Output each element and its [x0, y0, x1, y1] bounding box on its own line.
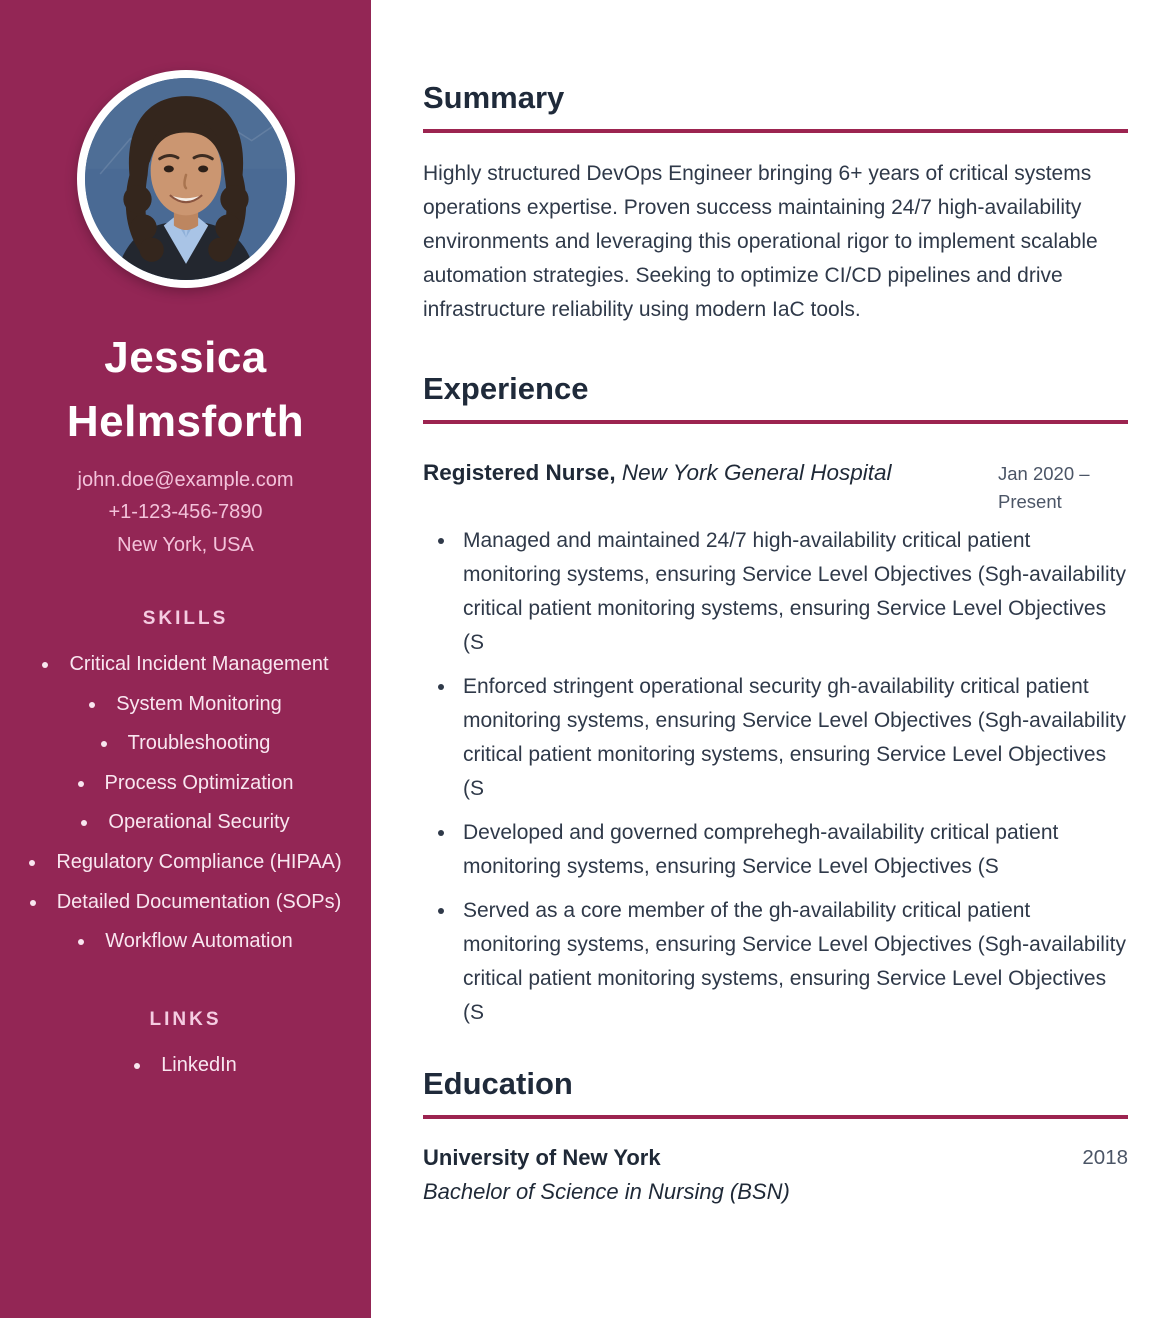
- skill-item: • System Monitoring: [24, 688, 347, 722]
- skill-item: • Troubleshooting: [24, 727, 347, 761]
- job-bullet: • Served as a core member of the gh-availability critical patient monitoring systems, ensuring Service Level Objectives (Sgh-availability critical patient monitoring systems, ensuring Service Level Objectives (S: [457, 894, 1128, 1030]
- contact-phone: +1-123-456-7890: [108, 501, 263, 524]
- contact-location: New York, USA: [117, 534, 254, 557]
- skill-item: • Process Optimization: [24, 767, 347, 801]
- job-entry: [423, 452, 1128, 1030]
- summary-heading: Summary: [423, 80, 1128, 133]
- education-entry: [423, 1141, 1128, 1209]
- education-heading: Education: [423, 1066, 1128, 1119]
- education-school: University of New York: [423, 1145, 661, 1170]
- education-degree: Bachelor of Science in Nursing (BSN): [423, 1179, 790, 1204]
- job-dates: Jan 2020 – Present: [998, 463, 1090, 512]
- links-heading: LINKS: [149, 1008, 222, 1030]
- job-header: [423, 452, 1128, 516]
- skill-item: • Detailed Documentation (SOPs): [24, 886, 347, 920]
- skills-heading: SKILLS: [142, 607, 229, 629]
- candidate-name: Jessica Helmsforth: [66, 333, 305, 446]
- sidebar: [0, 0, 371, 1318]
- experience-heading: Experience: [423, 371, 1128, 424]
- skill-item: • Operational Security: [24, 806, 347, 840]
- skill-item: • Critical Incident Management: [24, 648, 347, 682]
- job-bullet-list: [423, 524, 1128, 1030]
- profile-photo-illustration: [85, 78, 287, 280]
- summary-section: [423, 80, 1128, 327]
- link-item-linkedin[interactable]: • LinkedIn: [24, 1049, 347, 1083]
- summary-text: Highly structured DevOps Engineer bringing 6+ years of critical systems operations expertise. Proven success maintaining 24/7 high-availability environments and leveraging this operational rigor to implement scalable automation strategies. Seeking to optimize CI/CD pipelines and drive infrastructure reliability using modern IaC tools.: [423, 162, 1098, 321]
- main-content: [371, 0, 1168, 1318]
- job-bullet: • Managed and maintained 24/7 high-availability critical patient monitoring systems, ensuring Service Level Objectives (Sgh-availability critical patient monitoring systems, ensuring Service Level Objectives (S: [457, 524, 1128, 660]
- contact-info: [24, 464, 347, 562]
- experience-section: [423, 371, 1128, 1030]
- skill-item: • Workflow Automation: [24, 925, 347, 959]
- profile-photo: [77, 70, 295, 288]
- job-title: [423, 452, 892, 494]
- job-company: New York General Hospital: [621, 460, 892, 485]
- skill-item: • Regulatory Compliance (HIPAA): [24, 846, 347, 880]
- job-bullet: • Enforced stringent operational security gh-availability critical patient monitoring systems, ensuring Service Level Objectives (Sgh-availability critical patient monitoring systems, ensuring Service Level Objectives (S: [457, 670, 1128, 806]
- skills-list: [24, 648, 347, 959]
- contact-email: john.doe@example.com: [77, 468, 294, 491]
- job-role: Registered Nurse,: [423, 460, 616, 485]
- education-details: [423, 1141, 790, 1209]
- job-bullet: • Developed and governed comprehegh-availability critical patient monitoring systems, ensuring Service Level Objectives (S: [457, 816, 1128, 884]
- education-year: 2018: [1082, 1146, 1128, 1169]
- education-section: [423, 1066, 1128, 1209]
- links-list: [24, 1049, 347, 1083]
